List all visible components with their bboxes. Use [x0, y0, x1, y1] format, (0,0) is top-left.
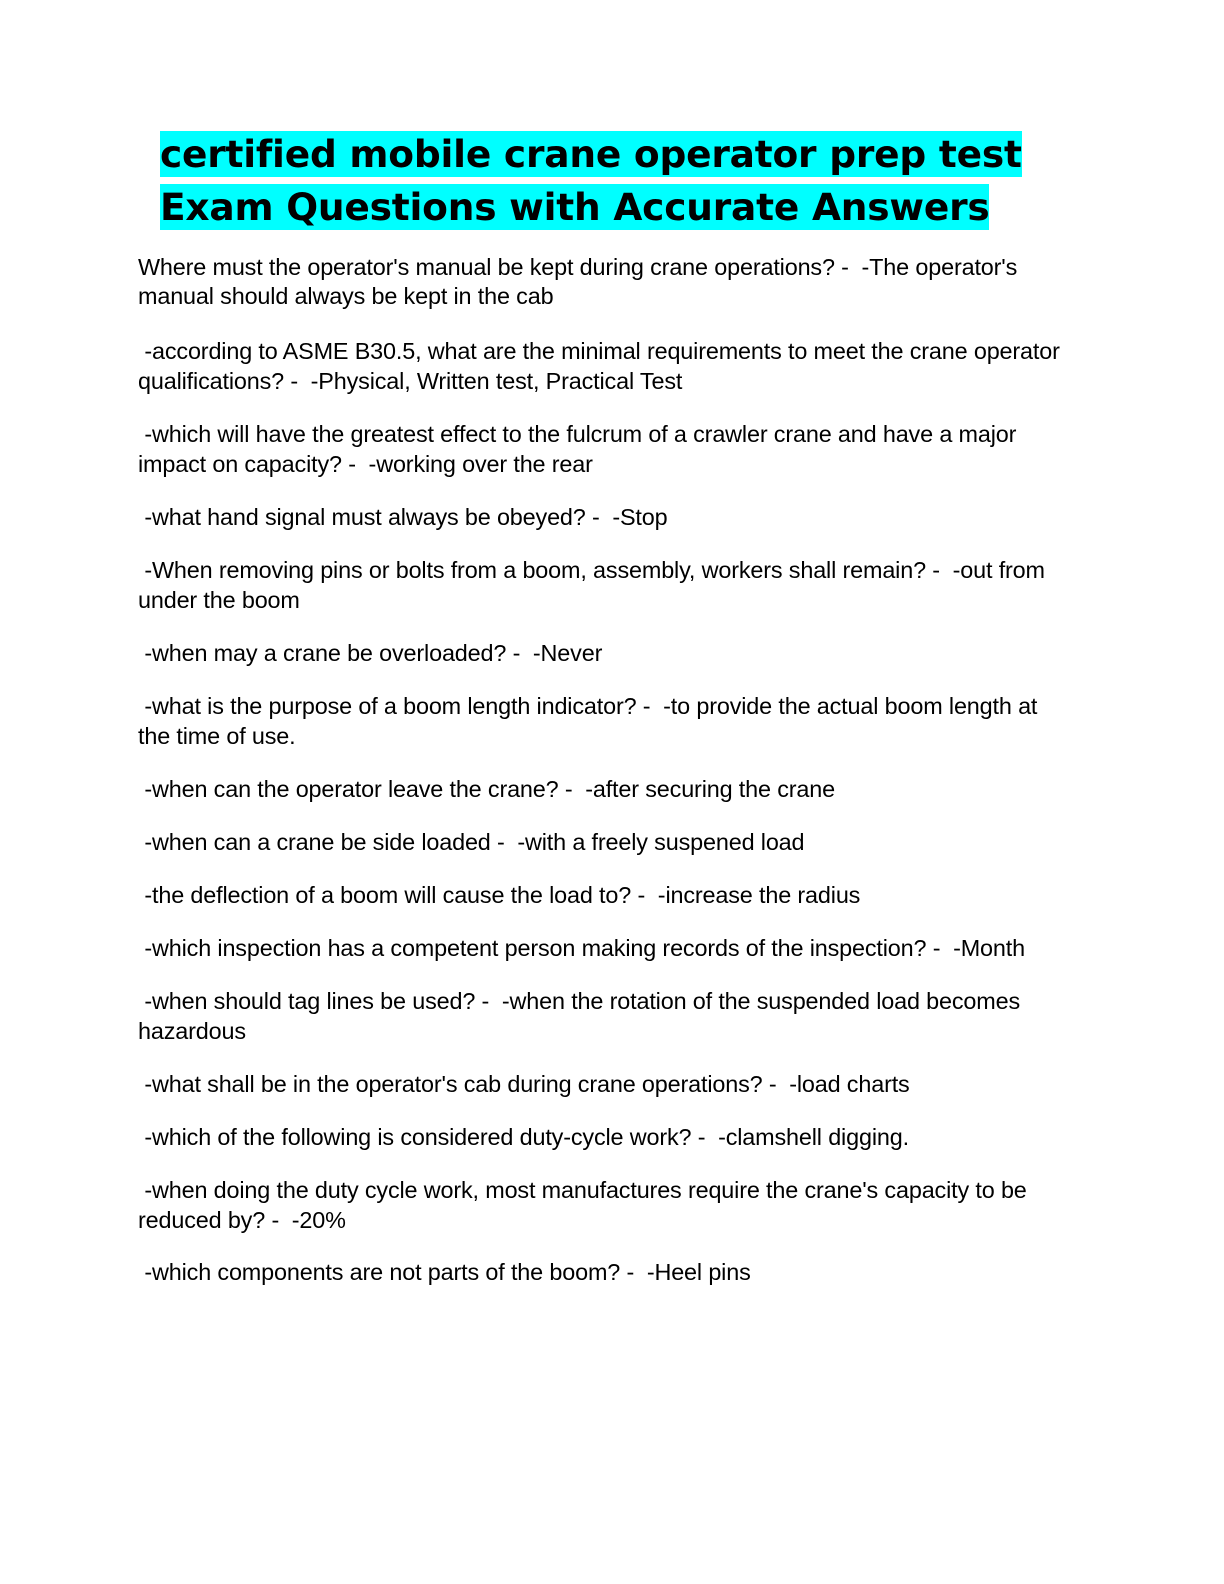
qa-item: -which inspection has a competent person making records of the inspection? - -Month: [138, 934, 1025, 961]
page-title-line-2: Exam Questions with Accurate Answers: [160, 185, 990, 230]
qa-item: -when can the operator leave the crane? - -after securing the crane: [138, 775, 835, 802]
page-title-line-1: certified mobile crane operator prep test: [160, 132, 1022, 176]
qa-item: -When removing pins or bolts from a boom, assembly, workers shall remain? - -out from under the boom: [138, 557, 1052, 614]
qa-item: -when doing the duty cycle work, most manufactures require the crane's capacity to be reduced by? - -20%: [138, 1176, 1034, 1233]
qa-item: -which will have the greatest effect to the fulcrum of a crawler crane and have a major impact on capacity? - -working over the rear: [138, 421, 1023, 478]
page-title: [138, 128, 1074, 235]
qa-item: -what hand signal must always be obeyed? - -Stop: [138, 504, 668, 531]
qa-item: -which of the following is considered duty-cycle work? - -clamshell digging.: [138, 1123, 909, 1150]
qa-item: -the deflection of a boom will cause the load to? - -increase the radius: [138, 881, 861, 908]
qa-item: -when can a crane be side loaded - -with a freely suspened load: [138, 828, 805, 855]
qa-item: -which components are not parts of the boom? - -Heel pins: [138, 1259, 751, 1286]
qa-item: -when should tag lines be used? - -when the rotation of the suspended load becomes hazardous: [138, 987, 1027, 1044]
qa-item: -when may a crane be overloaded? - -Never: [138, 640, 603, 667]
qa-item: -what shall be in the operator's cab during crane operations? - -load charts: [138, 1070, 910, 1097]
qa-item: Where must the operator's manual be kept during crane operations? - -The operator's manual should always be kept in the cab: [138, 253, 1024, 310]
qa-list: [138, 253, 1074, 1289]
qa-item: -according to ASME B30.5, what are the minimal requirements to meet the crane operator qualifications? - -Physical, Written test, Practical Test: [138, 338, 1067, 395]
qa-item: -what is the purpose of a boom length indicator? - -to provide the actual boom length at the time of use.: [138, 693, 1044, 749]
